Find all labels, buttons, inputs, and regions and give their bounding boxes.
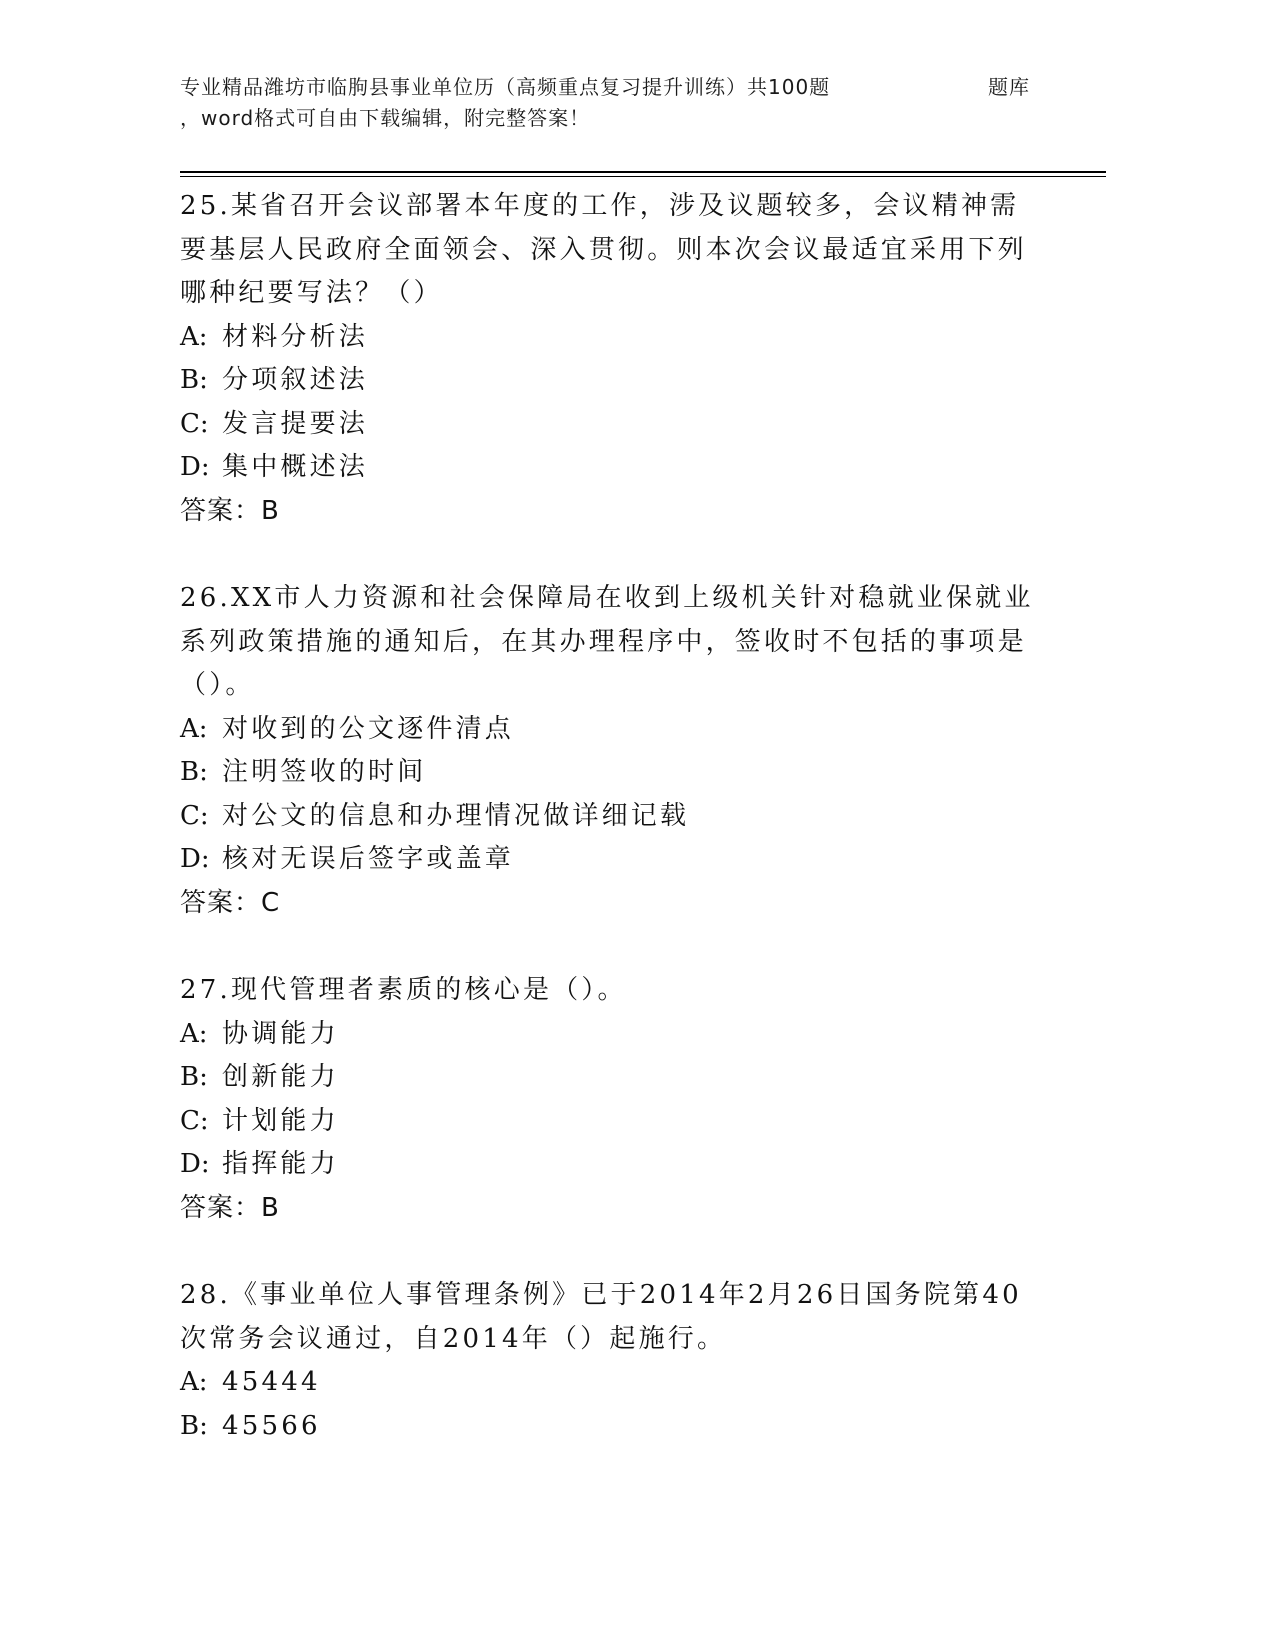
header-line-1 xyxy=(180,72,1105,103)
option-c xyxy=(180,403,1040,447)
answer-line: 答案：C xyxy=(180,887,281,918)
option-text: 指挥能力 xyxy=(222,1149,339,1179)
option-text: 45566 xyxy=(222,1410,321,1441)
option-text: 注明签收的时间 xyxy=(222,757,427,787)
question-stem: 25.某省召开会议部署本年度的工作，涉及议题较多，会议精神需要基层人民政府全面领会、深入贯彻。则本次会议最适宜采用下列哪种纪要写法？（） xyxy=(180,191,1027,308)
option-text: 计划能力 xyxy=(222,1105,339,1136)
option-d xyxy=(180,446,1040,490)
option-letter: D: xyxy=(180,844,210,874)
option-text: 创新能力 xyxy=(222,1062,339,1092)
option-letter: C: xyxy=(180,800,209,831)
option-text: 核对无误后签字或盖章 xyxy=(222,844,515,874)
answer-line: 答案：B xyxy=(180,495,280,526)
option-a xyxy=(180,1013,1040,1057)
option-text: 发言提要法 xyxy=(222,408,369,439)
question-stem: 27.现代管理者素质的核心是（）。 xyxy=(180,975,627,1005)
option-text: 集中概述法 xyxy=(222,452,369,482)
option-letter: A: xyxy=(180,1367,208,1397)
option-letter: D: xyxy=(180,452,210,482)
option-a xyxy=(180,316,1040,360)
option-letter: B: xyxy=(180,1410,208,1441)
option-letter: C: xyxy=(180,408,209,439)
question-27 xyxy=(180,969,1040,1230)
option-letter: D: xyxy=(180,1149,210,1179)
option-text: 分项叙述法 xyxy=(222,365,369,395)
question-stem: 28.《事业单位人事管理条例》已于2014年2月26日国务院第40次常务会议通过，自2014年（）起施行。 xyxy=(180,1280,1022,1354)
header-tag: 题库 xyxy=(988,75,1030,99)
question-26 xyxy=(180,577,1040,925)
option-a xyxy=(180,1361,1040,1405)
option-letter: B: xyxy=(180,1062,208,1092)
option-text: 材料分析法 xyxy=(222,321,369,352)
header-rule-thin xyxy=(180,176,1106,177)
option-text: 45444 xyxy=(222,1367,321,1397)
option-letter: C: xyxy=(180,1105,209,1136)
document-header xyxy=(180,72,1105,134)
option-b xyxy=(180,751,1040,795)
option-letter: B: xyxy=(180,365,208,395)
option-c xyxy=(180,1100,1040,1144)
option-d xyxy=(180,1143,1040,1187)
header-subtitle: ，word格式可自由下载编辑，附完整答案！ xyxy=(180,106,591,130)
option-d xyxy=(180,838,1040,882)
header-title: 专业精品潍坊市临朐县事业单位历（高频重点复习提升训练）共100题 xyxy=(180,75,831,99)
option-a xyxy=(180,708,1040,752)
option-text: 对收到的公文逐件清点 xyxy=(222,713,515,744)
question-25 xyxy=(180,185,1040,533)
option-text: 协调能力 xyxy=(222,1018,339,1049)
header-rule-thick xyxy=(180,171,1106,173)
option-text: 对公文的信息和办理情况做详细记载 xyxy=(222,800,690,831)
option-b xyxy=(180,359,1040,403)
question-stem: 26.XX市人力资源和社会保障局在收到上级机关针对稳就业保就业系列政策措施的通知后，在其办理程序中，签收时不包括的事项是（）。 xyxy=(180,583,1034,700)
option-letter: A: xyxy=(180,321,208,352)
question-28 xyxy=(180,1274,1040,1448)
option-letter: B: xyxy=(180,757,208,787)
option-letter: A: xyxy=(180,1018,208,1049)
answer-line: 答案：B xyxy=(180,1192,280,1223)
option-letter: A: xyxy=(180,713,208,744)
option-c xyxy=(180,795,1040,839)
question-list xyxy=(180,185,1040,1448)
option-b xyxy=(180,1056,1040,1100)
option-b xyxy=(180,1405,1040,1449)
